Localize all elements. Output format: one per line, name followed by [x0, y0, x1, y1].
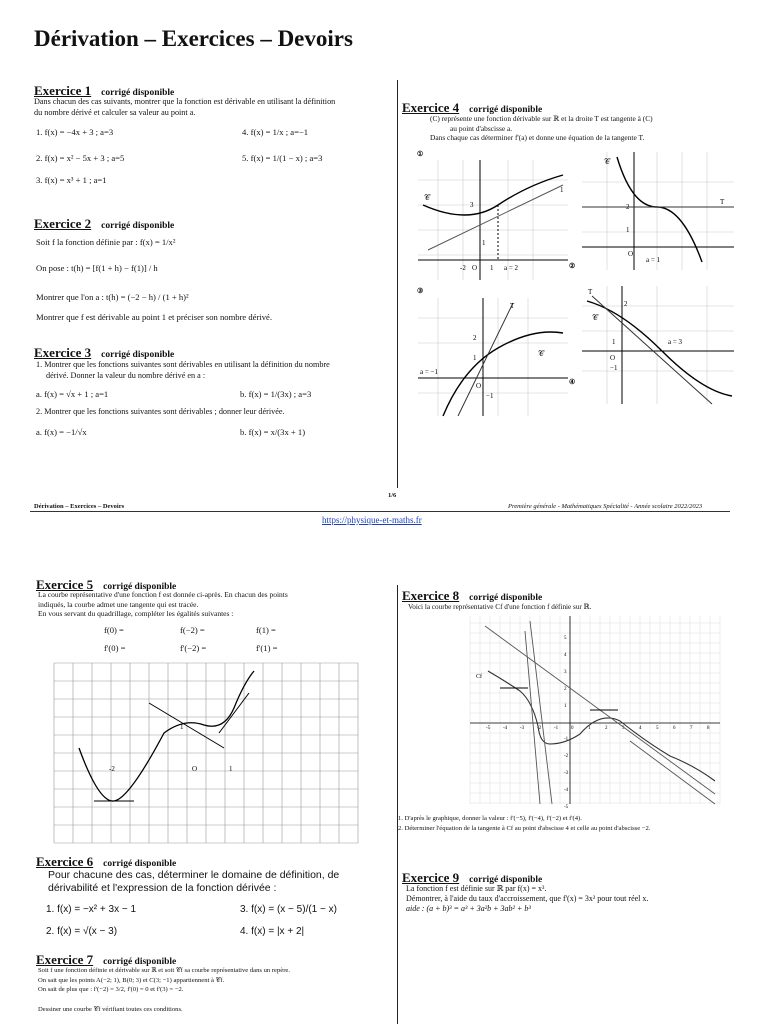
- ex5-label-m2: -2: [109, 765, 115, 773]
- ex7-line4: Dessiner une courbe 𝒞f vérifiant toutes ces conditions.: [38, 1005, 183, 1013]
- graph-2-label: ②: [569, 262, 576, 270]
- graph-3: [418, 298, 568, 416]
- ex7-text: [38, 966, 393, 1014]
- graph-2-curve: [617, 157, 702, 262]
- ex8-ytick: -1: [564, 737, 569, 742]
- graph-4: [582, 286, 734, 404]
- graph-2-tick-y2: 2: [626, 203, 630, 211]
- ex8-xtick: -5: [486, 726, 491, 731]
- graph-2-origin: O: [628, 250, 634, 258]
- ex8-xtick: -1: [554, 726, 559, 731]
- corrige-label[interactable]: corrigé disponible: [101, 350, 175, 360]
- ex8-ytick: 3: [564, 670, 567, 675]
- page-title: Dérivation – Exercices – Devoirs: [34, 26, 353, 51]
- graph-4-grid: [582, 286, 734, 404]
- ex8-xtick: 3: [622, 726, 625, 731]
- ex8-ytick: -3: [564, 771, 569, 776]
- graph-1: [418, 160, 568, 280]
- graph-2-a: a = 1: [646, 256, 661, 264]
- ex8-xtick: -4: [503, 726, 508, 731]
- ex4-line3: Dans chaque cas déterminer f'(a) et donne une équation de la tangente T.: [430, 133, 645, 143]
- ex6-item-1: 1. f(x) = −x² + 3x − 1: [46, 904, 137, 915]
- ex3-line2: dérivé. Donner la valeur du nombre dérivé en a :: [46, 370, 206, 380]
- exercise-2-title: Exercice 2: [34, 216, 92, 231]
- ex5-label-y1: 1: [180, 723, 184, 731]
- ex6-item-4: 4. f(x) = |x + 2|: [240, 926, 305, 937]
- ex5-graph: [54, 663, 358, 843]
- ex5-eq-f0: f(0) =: [104, 625, 124, 635]
- ex1-intro-line2: du nombre dérivé et calculer sa valeur au point a.: [34, 107, 196, 117]
- graph-2-t-label: T: [720, 198, 725, 206]
- ex5-label-1: 1: [229, 765, 233, 773]
- graph-3-tick-y2: 2: [473, 334, 477, 342]
- graph-1-tick-y1: 1: [482, 239, 486, 247]
- ex1-item-4: 4. f(x) = 1/x ; a=−1: [242, 127, 309, 137]
- graph-1-tick-m2: -2: [460, 264, 466, 272]
- exercise-1-title: Exercice 1: [34, 83, 92, 98]
- corrige-label[interactable]: corrigé disponible: [103, 957, 177, 967]
- ex3-b2: b. f(x) = x/(3x + 1): [240, 427, 306, 437]
- exercise-7-title: Exercice 7: [36, 952, 94, 967]
- ex1-item-2: 2. f(x) = x² − 5x + 3 ; a=5: [36, 153, 125, 163]
- ex5-line1: La courbe représentative d'une fonction f est donnée ci-après. En chacun des points: [38, 590, 288, 599]
- exercise-3-title: Exercice 3: [34, 345, 92, 360]
- ex6-line1: Pour chacune des cas, déterminer le domaine de définition, de: [48, 869, 340, 881]
- ex8-xtick: 2: [605, 726, 608, 731]
- ex5-eq-fpm2: f'(−2) =: [180, 643, 207, 653]
- graph-3-origin: O: [476, 382, 482, 390]
- footer-rule: [30, 511, 730, 512]
- graph-4-tick-m1: −1: [610, 364, 618, 372]
- ex8-xtick: 0: [571, 726, 574, 731]
- ex6-line2: dérivabilité et l'expression de la fonction dérivée :: [48, 882, 277, 894]
- graph-1-grid: [418, 160, 568, 280]
- ex8-xtick: 6: [673, 726, 676, 731]
- graph-1-curve-label: 𝒞: [424, 193, 430, 202]
- ex8-graph: [470, 616, 720, 810]
- corrige-label[interactable]: corrigé disponible: [103, 582, 177, 592]
- ex5-eq-fp0: f'(0) =: [104, 643, 126, 653]
- ex8-questions: [398, 814, 758, 833]
- ex8-xtick: 7: [690, 726, 693, 731]
- ex6-item-2: 2. f(x) = √(x − 3): [46, 926, 118, 937]
- graph-1-tick-1: 1: [490, 264, 494, 272]
- ex1-item-5: 5. f(x) = 1/(1 − x) ; a=3: [242, 153, 323, 163]
- ex4-line2: au point d'abscisse a.: [450, 123, 513, 133]
- page-number: 1/6: [388, 492, 397, 499]
- graph-4-curve-label: 𝒞: [592, 313, 598, 322]
- ex8-ytick: 5: [564, 636, 567, 641]
- ex3-a1: a. f(x) = √x + 1 ; a=1: [36, 389, 109, 399]
- ex8-xtick: 4: [639, 726, 642, 731]
- corrige-label[interactable]: corrigé disponible: [469, 105, 543, 115]
- graph-2: [582, 152, 734, 270]
- ex9-line2: Démontrer, à l'aide du taux d'accroissement, que f'(x) = 3x² pour tout réel x.: [406, 894, 649, 903]
- footer-right: Première générale - Mathématiques Spécialité - Année scolaire 2022/2023: [508, 503, 703, 510]
- corrige-label[interactable]: corrigé disponible: [469, 593, 543, 603]
- graph-3-label: ③: [417, 287, 424, 295]
- ex8-ytick: 1: [564, 704, 567, 709]
- ex8-ytick: -5: [564, 805, 569, 810]
- site-link[interactable]: https://physique-et-maths.fr: [322, 515, 422, 525]
- corrige-label[interactable]: corrigé disponible: [469, 875, 543, 885]
- ex5-intro: [38, 590, 393, 619]
- ex6-intro: [48, 869, 393, 895]
- ex1-item-3: 3. f(x) = x³ + 1 ; a=1: [36, 175, 107, 185]
- ex9-text: [406, 884, 766, 914]
- ex8-xtick: 1: [588, 726, 591, 731]
- ex1-intro-line1: Dans chacun des cas suivants, montrer que la fonction est dérivable en utilisant la définition: [34, 97, 336, 106]
- graph-4-tick-y1: 1: [612, 338, 616, 346]
- ex3-a2: a. f(x) = −1/√x: [36, 427, 87, 437]
- ex8-xtick: 8: [707, 726, 710, 731]
- graph-1-origin: O: [472, 264, 478, 272]
- ex9-line1: La fonction f est définie sur ℝ par f(x) = x³.: [406, 884, 547, 893]
- graph-3-curve-label: 𝒞: [538, 349, 544, 358]
- column-divider-2: [397, 585, 398, 1024]
- graph-4-t-label: T: [588, 288, 593, 296]
- graph-4-label: ④: [569, 378, 576, 386]
- ex8-cf-label: Cf: [476, 674, 482, 680]
- graph-4-tick-y2: 2: [624, 300, 628, 308]
- graph-4-origin: O: [610, 354, 616, 362]
- ex6-item-3: 3. f(x) = (x − 5)/(1 − x): [240, 904, 337, 915]
- graph-3-tick-m1: −1: [486, 392, 494, 400]
- exercise-2-header: [34, 215, 174, 233]
- ex2-line3: Montrer que l'on a : t(h) = (−2 − h) / (1 + h)²: [36, 292, 189, 302]
- graph-1-a: a = 2: [504, 264, 519, 272]
- corrige-label[interactable]: corrigé disponible: [101, 88, 175, 98]
- ex8-intro: Voici la courbe représentative Cf d'une fonction f définie sur ℝ.: [408, 603, 592, 611]
- ex8-ytick: 4: [564, 653, 567, 658]
- ex8-x-ticks: [486, 726, 710, 731]
- ex5-label-origin: O: [192, 765, 198, 773]
- graph-2-curve-label: 𝒞: [604, 157, 610, 166]
- exercise-6-title: Exercice 6: [36, 854, 94, 869]
- graph-2-tick-y1: 1: [626, 226, 630, 234]
- ex3-b1: b. f(x) = 1/(3x) ; a=3: [240, 389, 312, 399]
- footer-left: Dérivation – Exercices – Devoirs: [34, 503, 125, 510]
- ex3-line3: 2. Montrer que les fonctions suivantes sont dérivables ; donner leur dérivée.: [36, 407, 285, 416]
- ex5-eq-fp1: f'(1) =: [256, 643, 278, 653]
- ex2-line1: Soit f la fonction définie par : f(x) = 1/x²: [36, 237, 176, 247]
- ex8-ytick: 2: [564, 687, 567, 692]
- graph-3-t-label: T: [510, 302, 515, 310]
- ex8-ytick: -4: [564, 788, 569, 793]
- ex5-grid: [54, 663, 358, 843]
- exercise-9-title: Exercice 9: [402, 870, 460, 885]
- graph-1-tick-y3: 3: [470, 201, 474, 209]
- exercise-4-title: Exercice 4: [402, 100, 460, 115]
- ex8-xtick: -2: [537, 726, 542, 731]
- ex9-line3: aide : (a + b)³ = a³ + 3a²b + 3ab² + b³: [406, 904, 531, 913]
- graph-1-label: ①: [417, 150, 424, 158]
- ex3-intro: [36, 360, 396, 381]
- ex2-line4: Montrer que f est dérivable au point 1 et préciser son nombre dérivé.: [36, 312, 273, 322]
- ex8-xtick: -3: [520, 726, 525, 731]
- graph-2-grid: [582, 152, 734, 270]
- ex7-line1: Soit f une fonction définie et dérivable sur ℝ et soit 𝒞f sa courbe représentative dans un repère.: [38, 967, 290, 974]
- exercise-1-intro: [34, 97, 394, 118]
- ex5-curve: [79, 671, 254, 801]
- corrige-label[interactable]: corrigé disponible: [101, 221, 175, 231]
- graph-4-a: a = 3: [668, 338, 683, 346]
- ex5-line3: En vous servant du quadrillage, compléter les égalités suivantes :: [38, 609, 234, 618]
- graph-4-curve: [587, 301, 732, 396]
- exercise-8-title: Exercice 8: [402, 588, 460, 603]
- ex8-tangent-c: [525, 631, 540, 804]
- graph-3-curve: [443, 332, 563, 416]
- ex5-line2: indiqués, la courbe admet une tangente qui est tracée.: [38, 599, 199, 609]
- ex7-line3: On sait de plus que : f'(−2) = 3/2, f'(0) = 0 et f'(3) = −2.: [38, 986, 184, 993]
- ex5-eq-f1: f(1) =: [256, 625, 276, 635]
- ex8-xtick: 5: [656, 726, 659, 731]
- ex4-line1: (C) représente une fonction dérivable sur ℝ et la droite T est tangente à (C): [430, 114, 653, 123]
- ex8-tangent-b: [530, 621, 552, 804]
- ex8-question-1: 1. D'après le graphique, donner la valeur : f'(−5), f'(−4), f'(−2) et f'(4).: [398, 815, 582, 822]
- graph-3-a: a = −1: [420, 368, 439, 376]
- exercise-5-title: Exercice 5: [36, 577, 94, 592]
- ex3-line1: 1. Montrer que les fonctions suivantes sont dérivables en utilisant la définition du nombre: [36, 360, 330, 369]
- ex4-intro: [430, 114, 760, 143]
- graph-3-tick-y1: 1: [473, 354, 477, 362]
- ex8-ytick: -2: [564, 754, 569, 759]
- corrige-label[interactable]: corrigé disponible: [103, 859, 177, 869]
- ex2-line2: On pose : t(h) = [f(1 + h) − f(1)] / h: [36, 263, 158, 273]
- graph-4-tangent: [592, 296, 712, 404]
- ex5-eq-fm2: f(−2) =: [180, 625, 205, 635]
- graph-1-t-label: 1: [560, 186, 564, 194]
- graph-1-tangent: [428, 185, 563, 250]
- ex7-line2: On sait que les points A(−2; 1), B(0; 3) et C(3; −1) appartiennent à 𝒞f.: [38, 976, 225, 984]
- column-divider: [397, 80, 398, 488]
- ex8-question-2: 2. Déterminer l'équation de la tangente à Cf au point d'abscisse 4 et celle au point d'abscisse −2.: [398, 824, 651, 832]
- ex1-item-1: 1. f(x) = −4x + 3 ; a=3: [36, 127, 114, 137]
